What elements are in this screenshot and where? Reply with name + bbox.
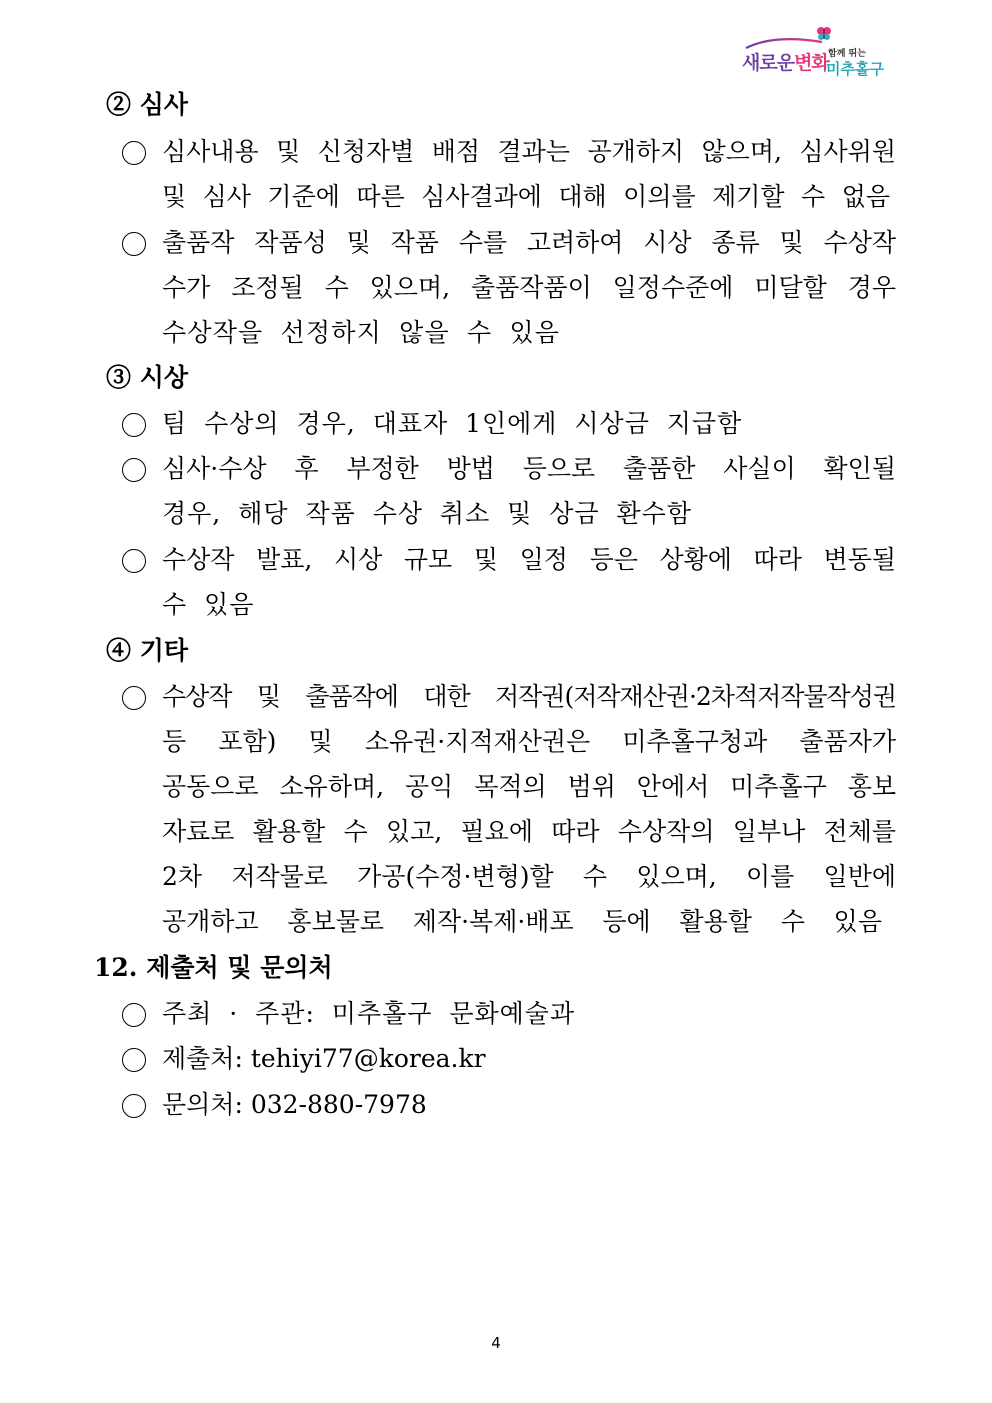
bullet-circle-icon: [122, 458, 146, 482]
bullet-circle-icon: [122, 1003, 146, 1027]
page-number: 4: [491, 1334, 501, 1352]
bullet-circle-icon: [122, 413, 146, 437]
contact-phone: 문의처: 032-880-7978: [162, 1090, 427, 1119]
other-item-1-line-3: 공동으로 소유하며, 공익 목적의 범위 안에서 미추홀구 홍보: [162, 772, 896, 801]
contact-host: 주최 · 주관: 미추홀구 문화예술과: [162, 999, 576, 1028]
logo-slogan-part1: 새로운: [742, 52, 795, 74]
awards-item-3-line-2: 수 있음: [162, 590, 255, 619]
contact-submission-email[interactable]: 제출처: tehiyi77@korea.kr: [162, 1044, 486, 1073]
section-heading-review: ② 심사: [106, 90, 189, 119]
awards-item-3-line-1: 수상작 발표, 시상 규모 및 일정 등은 상황에 따라 변동될: [162, 545, 896, 574]
section-heading-contact: 12. 제출처 및 문의처: [94, 953, 333, 982]
bullet-circle-icon: [122, 549, 146, 573]
other-item-1-line-4: 자료로 활용할 수 있고, 필요에 따라 수상작의 일부나 전체를: [162, 817, 896, 846]
bullet-circle-icon: [122, 1048, 146, 1072]
awards-item-2-line-2: 경우, 해당 작품 수상 취소 및 상금 환수함: [162, 499, 692, 528]
awards-item-1-line-1: 팀 수상의 경우, 대표자 1인에게 시상금 지급함: [162, 409, 743, 438]
logo-slogan: [742, 48, 829, 75]
district-logo: [740, 26, 900, 82]
review-item-2-line-3: 수상작을 선정하지 않을 수 있음: [162, 318, 561, 347]
logo-slogan-part2: 변화: [794, 52, 829, 74]
review-item-1-line-1: 심사내용 및 신청자별 배점 결과는 공개하지 않으며, 심사위원: [162, 137, 896, 166]
bullet-circle-icon: [122, 232, 146, 256]
section-heading-other: ④ 기타: [106, 636, 189, 665]
review-item-1-line-2: 및 심사 기준에 따른 심사결과에 대해 이의를 제기할 수 없음: [162, 182, 890, 211]
logo-subtitle: 함께 뛰는: [828, 49, 866, 59]
bullet-circle-icon: [122, 686, 146, 710]
section-heading-awards: ③ 시상: [106, 363, 189, 392]
review-item-2-line-2: 수가 조정될 수 있으며, 출품작품이 일정수준에 미달할 경우: [162, 273, 896, 302]
butterfly-icon: [816, 26, 832, 42]
bullet-circle-icon: [122, 141, 146, 165]
logo-district-name: 미추홀구: [826, 60, 884, 78]
bullet-circle-icon: [122, 1094, 146, 1118]
review-item-2-line-1: 출품작 작품성 및 작품 수를 고려하여 시상 종류 및 수상작: [162, 228, 896, 257]
awards-item-2-line-1: 심사·수상 후 부정한 방법 등으로 출품한 사실이 확인될: [162, 454, 896, 483]
other-item-1-line-6: 공개하고 홍보물로 제작·복제·배포 등에 활용할 수 있음: [162, 907, 882, 936]
other-item-1-line-1: 수상작 및 출품작에 대한 저작권(저작재산권·2차적저작물작성권: [162, 682, 896, 711]
other-item-1-line-2: 등 포함) 및 소유권·지적재산권은 미추홀구청과 출품자가: [162, 727, 896, 756]
other-item-1-line-5: 2차 저작물로 가공(수정·변형)할 수 있으며, 이를 일반에: [162, 862, 896, 891]
